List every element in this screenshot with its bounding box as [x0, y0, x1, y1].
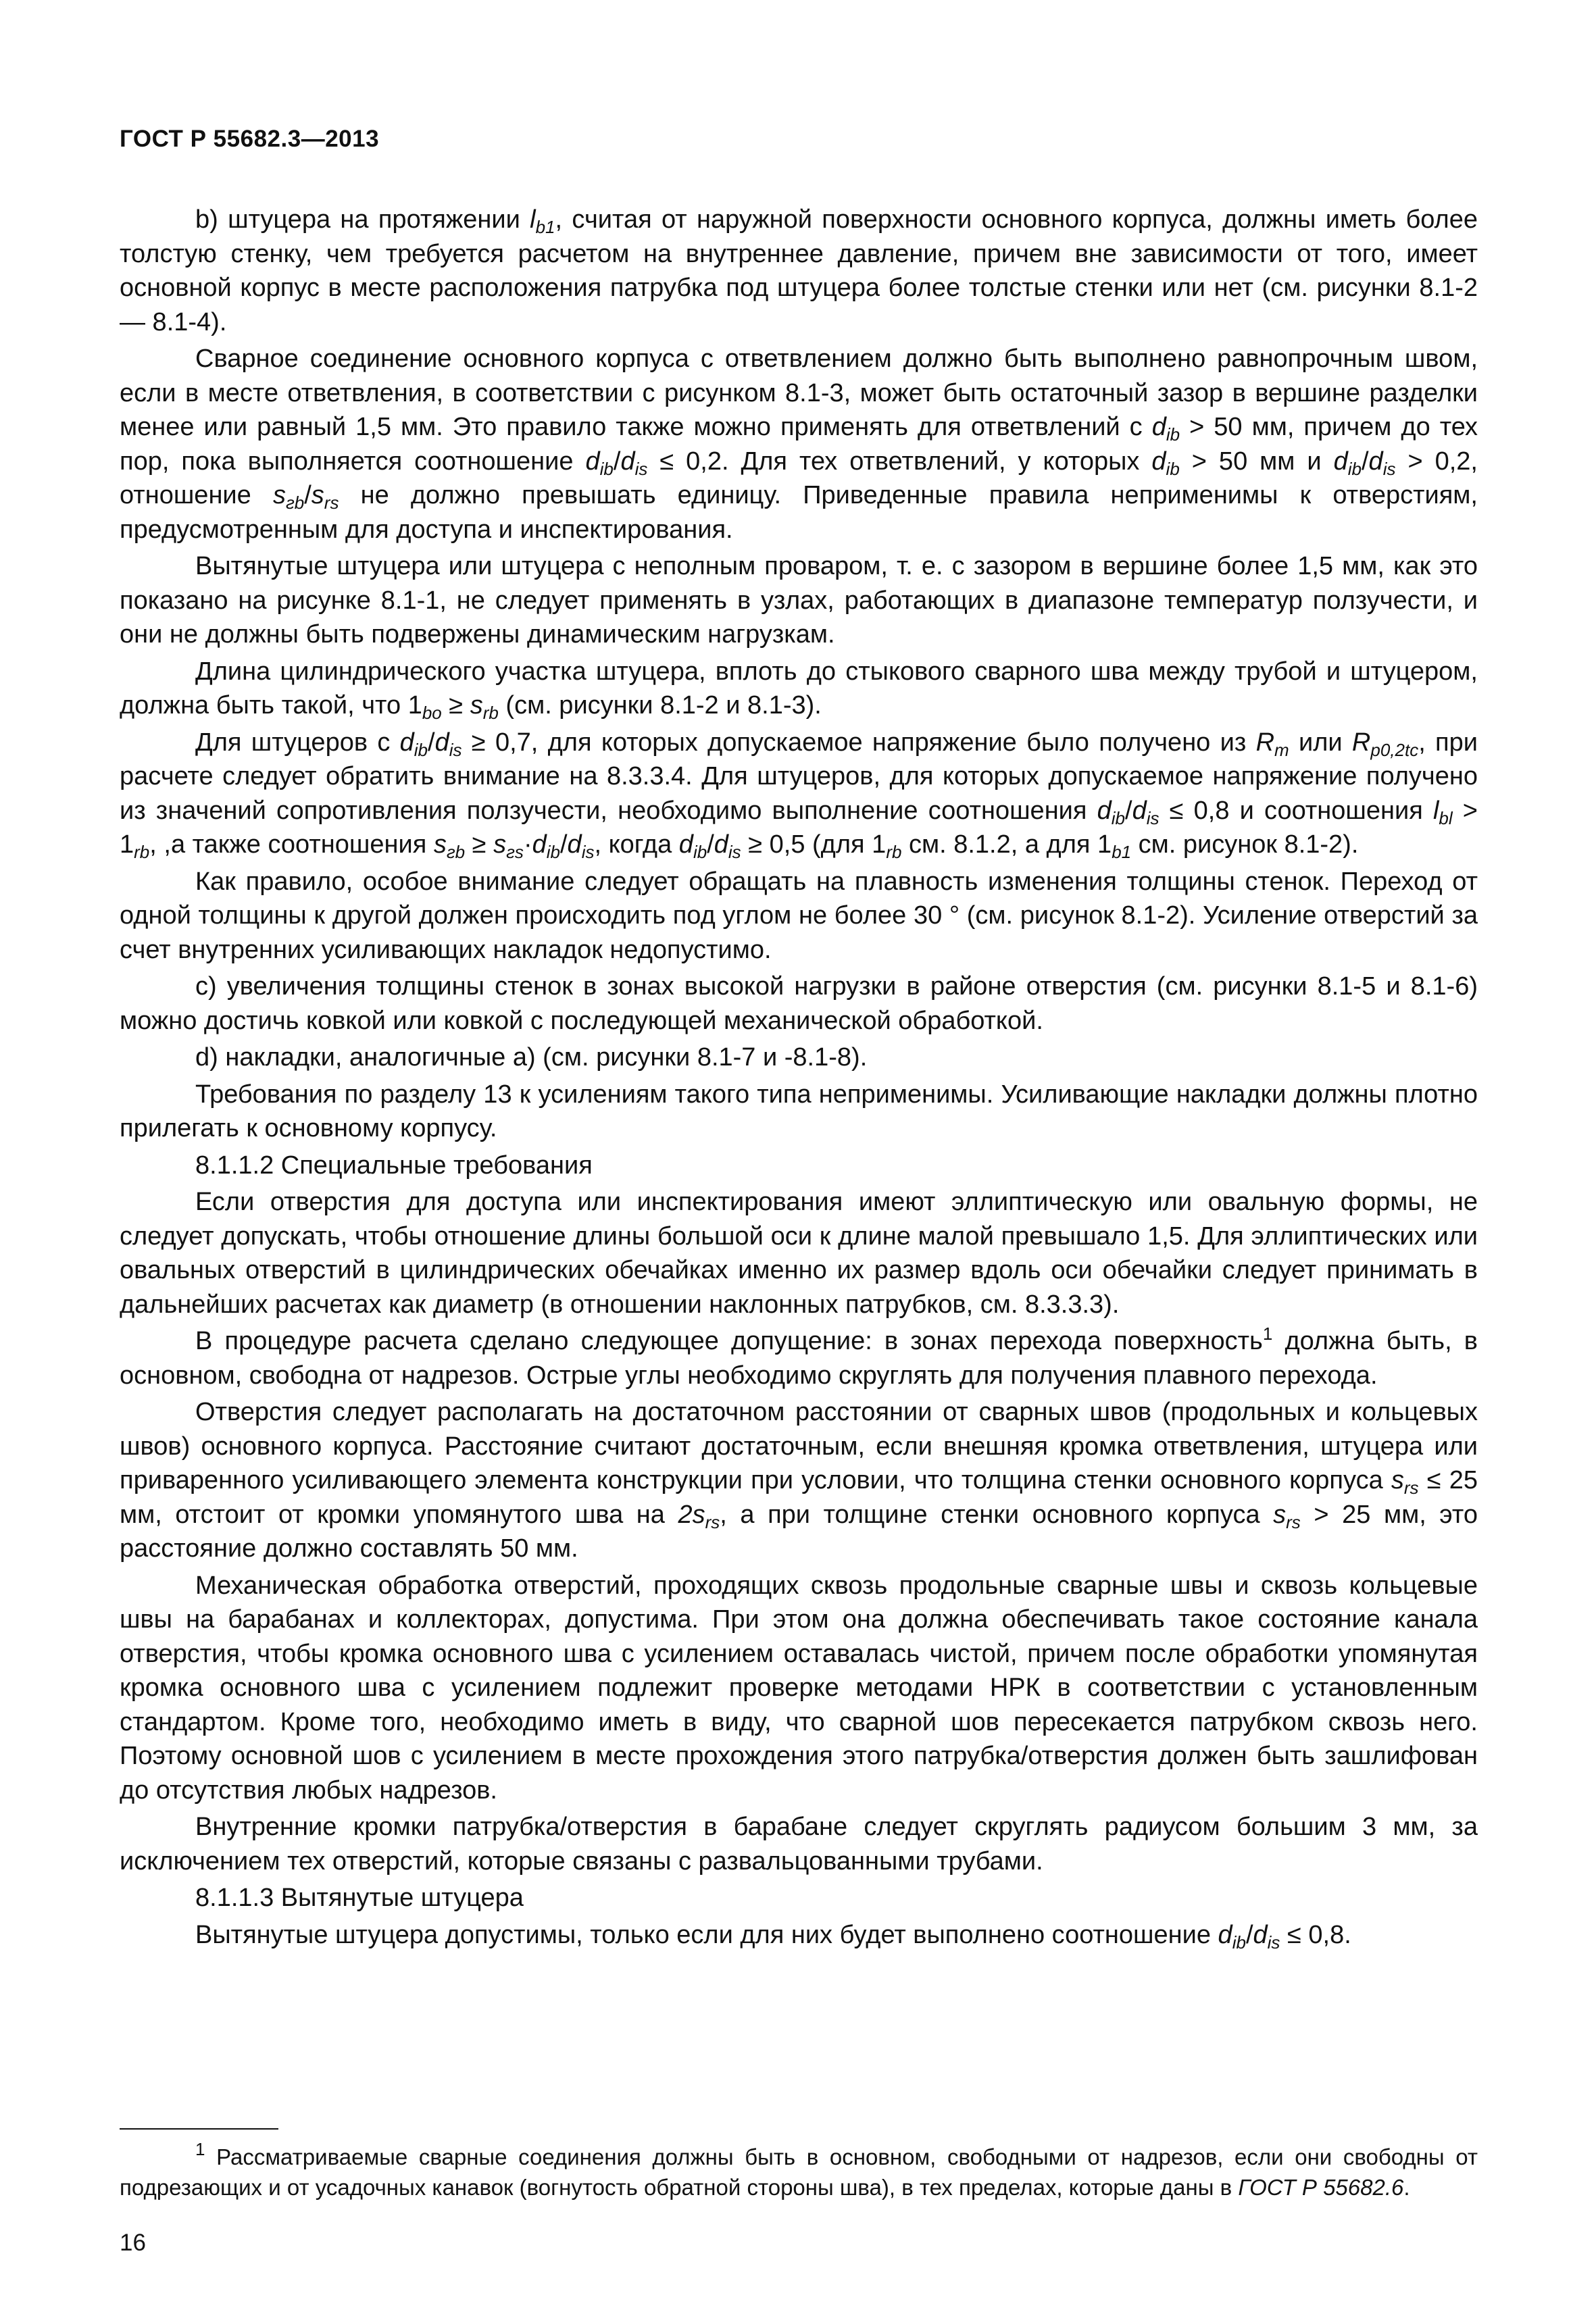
document-body — [120, 203, 1478, 1955]
footnote-marker: 1 — [195, 2139, 205, 2159]
footnote-standard-ref: ГОСТ Р 55682.6 — [1238, 2175, 1404, 2200]
paragraph-elliptical-openings: Если отверстия для доступа или инспектирования имеют эллиптическую или овальную формы, не следует допускать, чтобы отношение длины большой оси к длине малой превышало 1,5. Для эллиптических или овальных отверстий в цилиндрических обечайках именно их размер вдоль оси обечайки следует принимать в дальнейших расчетах как диаметр (в отношении наклонных патрубков, см. 8.3.3.3). — [120, 1188, 1478, 1319]
paragraph-opening-distance: Отверстия следует располагать на достаточном расстоянии от сварных швов (продольных и кольцевых швов) основного корпуса. Расстояние считают достаточным, если внешняя кромка ответвления, штуцера или приваренного усиливающего элемента конструкции при условии, что толщина стенки основного корпуса $s_{rs} \le 25$ мм, отстоит от кромки упомянутого шва на $2s_{rs}$, а при толщине стенки основного корпуса $s_{rs} > 25$ мм, это расстояние должно составлять 50 мм. — [120, 1398, 1478, 1563]
paragraph-extruded-allowed: Вытянутые штуцера допустимы, только если для них будет выполнено соотношение $d_{ib}/d_{is} \le 0,8$. — [195, 1920, 1351, 1953]
paragraph-c: c) увеличения толщины стенок в зонах высокой нагрузки в районе отверстия (см. рисунки 8.1-5 и 8.1-6) можно достичь ковкой или ковкой с последующей механической обработкой. — [120, 972, 1478, 1035]
paragraph-d: d) накладки, аналогичные а) (см. рисунки 8.1-7 и -8.1-8). — [195, 1043, 868, 1072]
paragraph-calculation-assumption: В процедуре расчета сделано следующее допущение: в зонах перехода поверхность$^1$ должна быть, в основном, свободна от надрезов. Острые углы необходимо скруглять для получения плавного перехода. — [120, 1324, 1478, 1390]
paragraph-section-13: Требования по разделу 13 к усилениям такого типа неприменимы. Усиливающие накладки должны плотно прилегать к основному корпусу. — [120, 1080, 1478, 1142]
paragraph-cylinder-length: Длина цилиндрического участка штуцера, вплоть до стыкового сварного шва между трубой и штуцером, должна быть такой, что $1_{bo} \ge s_{rb}$ (см. рисунки 8.1-2 и 8.1-3). — [120, 657, 1478, 723]
paragraph-wall-transition: Как правило, особое внимание следует обращать на плавность изменения толщины стенок. Переход от одной толщины к другой должен происходить под углом не более 30 ° (см. рисунок 8.1-2). Усиление отверстий за счет внутренних усиливающих накладок недопустимо. — [120, 867, 1478, 964]
paragraph-machining: Механическая обработка отверстий, проходящих сквозь продольные сварные швы и сквозь кольцевые швы на барабанах и коллекторах, допустима. При этом она должна обеспечивать такое состояние канала отверстия, чтобы кромка основного шва с усилением оставалась чистой, причем после обработки упомянутая кромка основного шва с усилением подлежит проверке методами НРК в соответствии с установленным стандартом. Кроме того, необходимо иметь в виду, что сварной шов пересекается патрубком сквозь него. Поэтому основной шов с усилением в месте прохождения этого патрубка/отверстия должен быть зашлифован до отсутствия любых надрезов. — [120, 1571, 1478, 1805]
footnote: $^1$ Рассматриваемые сварные соединения должны быть в основном, свободными от надрезов, если они свободны от подрезающих и от усадочных канавок (вогнутость обратной стороны шва), в тех пределах, которые даны в ГОСТ Р 55682.6. — [120, 2139, 1478, 2200]
paragraph-weld-joint: Сварное соединение основного корпуса с ответвлением должно быть выполнено равнопрочным швом, если в месте ответвления, в соответствии с рисунком 8.1-3, может быть остаточный зазор в вершине разделки менее или равный 1,5 мм. Это правило также можно применять для ответвлений с $d_{ib} > 50$ мм, причем до тех пор, пока выполняется соотношение $d_{ib}/d_{is} \le 0,2$. Для тех ответвлений, у которых $d_{ib} > 50$ мм и $d_{ib}/d_{is} > 0,2$, отношение $s_{гb}/s_{rs}$ не должно превышать единицу. Приведенные правила неприменимы к отверстиям, предусмотренным для доступа и инспектирования. — [120, 345, 1478, 544]
paragraph-extruded-nozzles: Вытянутые штуцера или штуцера с неполным проваром, т. е. с зазором в вершине более 1,5 мм, как это показано на рисунке 8.1-1, не следует применять в узлах, работающих в диапазоне температур ползучести, и они не должны быть подвержены динамическим нагрузкам. — [120, 552, 1478, 649]
paragraph-inner-edges: Внутренние кромки патрубка/отверстия в барабане следует скруглять радиусом большим 3 мм, за исключением тех отверстий, которые связаны с развальцованными трубами. — [120, 1813, 1478, 1876]
footnote-reference: 1 — [1262, 1324, 1273, 1344]
section-heading-8-1-1-3: 8.1.1.3 Вытянутые штуцера — [195, 1884, 524, 1912]
footnote-separator — [120, 2128, 278, 2130]
paragraph-stress-ratio: Для штуцеров с $d_{ib}/d_{is} \ge 0,7$, для которых допускаемое напряжение было получено из $R_m$ или $R_{p0,2tc}$, при расчете следует обратить внимание на 8.3.3.4. Для штуцеров, для которых допускаемое напряжение получено из значений сопротивления ползучести, необходимо выполнение соотношения $d_{ib}/d_{is} \le 0,8$ и соотношения $l_{bl} > 1_{rb}$, ,а также соотношения $s_{гb} \ge s_{гs}\cdot d_{ib}/d_{is}$, когда $d_{ib}/d_{is} \ge 0,5$ (для $1_{rb}$ см. 8.1.2, а для $1_{b1}$ см. рисунок 8.1-2). — [120, 728, 1478, 862]
document-code-header: ГОСТ Р 55682.3—2013 — [120, 126, 380, 152]
paragraph-b: b) штуцера на протяжении $l_{b1}$, считая от наружной поверхности основного корпуса, должны иметь более толстую стенку, чем требуется расчетом на внутреннее давление, причем вне зависимости от того, имеет основной корпус в месте расположения патрубка под штуцера более толстые стенки или нет (см. рисунки 8.1-2 — 8.1-4). — [120, 205, 1478, 336]
page-number: 16 — [120, 2230, 146, 2256]
section-heading-8-1-1-2: 8.1.1.2 Специальные требования — [195, 1151, 593, 1180]
